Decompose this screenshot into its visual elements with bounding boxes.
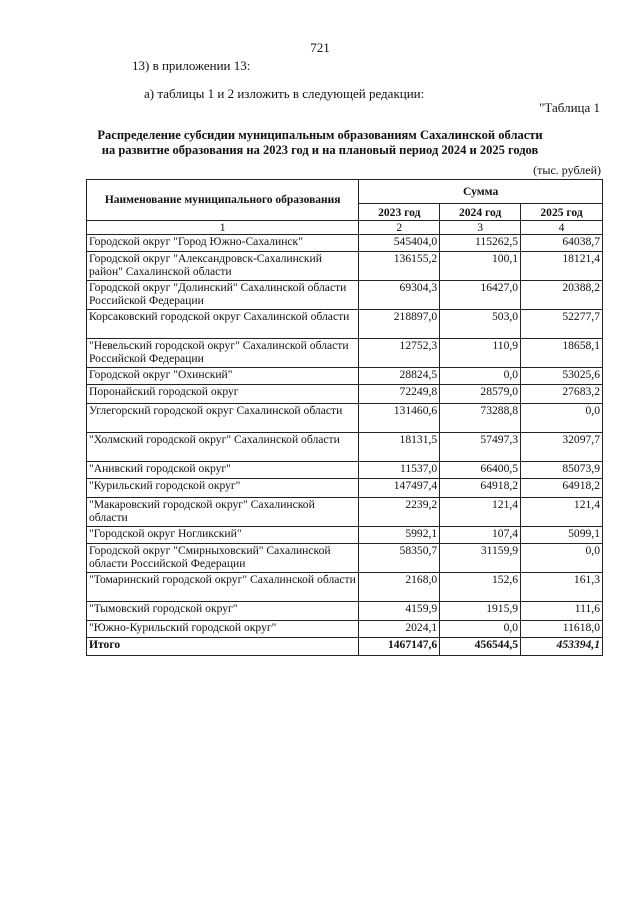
table-row	[87, 479, 603, 498]
value-2025: 64918,2	[521, 479, 603, 498]
value-2025: 64038,7	[521, 235, 603, 252]
value-2024: 110,9	[440, 339, 521, 368]
value-2024: 1915,9	[440, 602, 521, 621]
page-number: 721	[310, 40, 330, 55]
value-2024: 115262,5	[440, 235, 521, 252]
value-2025: 18121,4	[521, 252, 603, 281]
value-2025: 5099,1	[521, 527, 603, 544]
table-row	[87, 433, 603, 462]
table-row	[87, 235, 603, 252]
value-2023: 12752,3	[359, 339, 440, 368]
value-2023: 11537,0	[359, 462, 440, 479]
value-2024: 64918,2	[440, 479, 521, 498]
table-row	[87, 498, 603, 527]
municipality-name: "Невельский городской округ" Сахалинской области Российской Федерации	[87, 339, 359, 368]
value-2025: 27683,2	[521, 385, 603, 404]
value-2024: 16427,0	[440, 281, 521, 310]
value-2025: 0,0	[521, 404, 603, 433]
header-year-2025: 2025 год	[521, 204, 603, 221]
value-2023: 2024,1	[359, 621, 440, 638]
header-index-3: 3	[440, 221, 521, 235]
header-index-2: 2	[359, 221, 440, 235]
value-2025: 20388,2	[521, 281, 603, 310]
subsidy-table	[86, 179, 603, 656]
table-title-line-2: на развитие образования на 2023 год и на плановый период 2024 и 2025 годов	[101, 143, 539, 157]
table-row	[87, 527, 603, 544]
municipality-name: Городской округ "Охинский"	[87, 368, 359, 385]
table-title-line-1: Распределение субсидии муниципальным образованиям Сахалинской области	[97, 128, 543, 142]
value-2024: 100,1	[440, 252, 521, 281]
municipality-name: Углегорский городской округ Сахалинской области	[87, 404, 359, 433]
value-2024: 152,6	[440, 573, 521, 602]
value-2025: 121,4	[521, 498, 603, 527]
value-2024: 503,0	[440, 310, 521, 339]
value-2024: 57497,3	[440, 433, 521, 462]
table-row	[87, 404, 603, 433]
value-2025: 32097,7	[521, 433, 603, 462]
value-2023: 136155,2	[359, 252, 440, 281]
value-2023: 5992,1	[359, 527, 440, 544]
value-2023: 69304,3	[359, 281, 440, 310]
municipality-name: Корсаковский городской округ Сахалинской области	[87, 310, 359, 339]
header-index-4: 4	[521, 221, 603, 235]
municipality-name: "Анивский городской округ"	[87, 462, 359, 479]
header-year-2024: 2024 год	[440, 204, 521, 221]
table-body	[87, 235, 603, 656]
municipality-name: Городской округ "Долинский" Сахалинской области Российской Федерации	[87, 281, 359, 310]
municipality-name: "Тымовский городской округ"	[87, 602, 359, 621]
total-row	[87, 638, 603, 656]
municipality-name: Городской округ "Александровск-Сахалинский район" Сахалинской области	[87, 252, 359, 281]
value-2023: 4159,9	[359, 602, 440, 621]
value-2023: 545404,0	[359, 235, 440, 252]
value-2025: 0,0	[521, 544, 603, 573]
table-title	[0, 128, 640, 158]
value-2024: 107,4	[440, 527, 521, 544]
table-row	[87, 602, 603, 621]
value-2025: 161,3	[521, 573, 603, 602]
table-row	[87, 621, 603, 638]
value-2025: 53025,6	[521, 368, 603, 385]
value-2024: 121,4	[440, 498, 521, 527]
municipality-name: "Макаровский городской округ" Сахалинской области	[87, 498, 359, 527]
table-row	[87, 544, 603, 573]
header-year-2023: 2023 год	[359, 204, 440, 221]
value-2025: 11618,0	[521, 621, 603, 638]
header-name: Наименование муниципального образования	[87, 180, 359, 221]
table-row	[87, 281, 603, 310]
total-2024: 456544,5	[440, 638, 521, 656]
total-2023: 1467147,6	[359, 638, 440, 656]
value-2023: 2168,0	[359, 573, 440, 602]
value-2025: 52277,7	[521, 310, 603, 339]
municipality-name: "Томаринский городской округ" Сахалинской области	[87, 573, 359, 602]
value-2025: 85073,9	[521, 462, 603, 479]
municipality-name: "Холмский городской округ" Сахалинской области	[87, 433, 359, 462]
value-2023: 147497,4	[359, 479, 440, 498]
value-2024: 0,0	[440, 368, 521, 385]
municipality-name: "Южно-Курильский городской округ"	[87, 621, 359, 638]
municipality-name: Городской округ "Смирныховский" Сахалинской области Российской Федерации	[87, 544, 359, 573]
header-index-1: 1	[87, 221, 359, 235]
value-2023: 28824,5	[359, 368, 440, 385]
total-label: Итого	[87, 638, 359, 656]
table-row	[87, 462, 603, 479]
value-2024: 66400,5	[440, 462, 521, 479]
amendment-item: 13) в приложении 13:	[132, 58, 251, 73]
value-2023: 2239,2	[359, 498, 440, 527]
municipality-name: Городской округ "Город Южно-Сахалинск"	[87, 235, 359, 252]
value-2024: 73288,8	[440, 404, 521, 433]
value-2023: 18131,5	[359, 433, 440, 462]
value-2024: 28579,0	[440, 385, 521, 404]
value-2023: 218897,0	[359, 310, 440, 339]
value-2023: 58350,7	[359, 544, 440, 573]
amendment-subitem: а) таблицы 1 и 2 изложить в следующей редакции:	[144, 86, 425, 101]
table-row	[87, 385, 603, 404]
table-label: "Таблица 1	[539, 100, 600, 115]
value-2025: 18658,1	[521, 339, 603, 368]
table-row	[87, 310, 603, 339]
header-sum: Сумма	[359, 180, 603, 204]
value-2023: 131460,6	[359, 404, 440, 433]
table-row	[87, 339, 603, 368]
table-row	[87, 368, 603, 385]
value-2023: 72249,8	[359, 385, 440, 404]
table-row	[87, 573, 603, 602]
total-2025: 453394,1	[521, 638, 603, 656]
municipality-name: "Городской округ Ногликский"	[87, 527, 359, 544]
value-2024: 31159,9	[440, 544, 521, 573]
municipality-name: "Курильский городской округ"	[87, 479, 359, 498]
municipality-name: Поронайский городской округ	[87, 385, 359, 404]
table-row	[87, 252, 603, 281]
value-2024: 0,0	[440, 621, 521, 638]
value-2025: 111,6	[521, 602, 603, 621]
units-note: (тыс. рублей)	[533, 163, 601, 177]
